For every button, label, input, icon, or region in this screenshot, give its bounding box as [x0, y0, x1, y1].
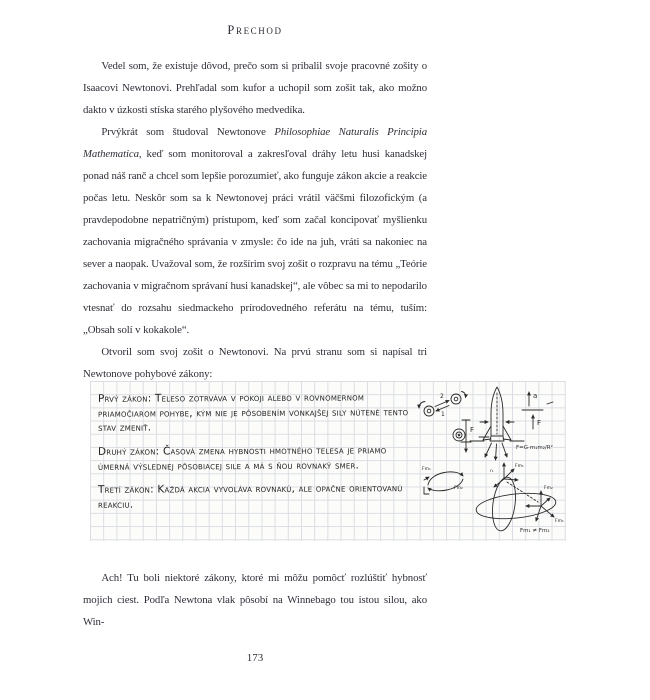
two-masses-sketch	[419, 392, 466, 419]
body-text-bottom	[83, 567, 427, 633]
law-second: Druhý zákon: Časová zmena hybnosti hmotného telesa je priamo úmerná výslednej pôsobiacej sile a má s ňou rovnaký smer.	[97, 443, 387, 472]
star2-force-2-label: Fm₂	[544, 486, 553, 491]
thrust-force-label: F	[537, 419, 542, 427]
mass-arrow-label-2: 2	[440, 393, 444, 400]
radius-label: r₁	[490, 469, 494, 474]
paragraph-2-text-b: , keď som monitoroval a zakresľoval dráhy letu husi kanadskej ponad náš ranč a chcel som lepšie porozumieť, ako funguje zákon akcie a reakcie počas letu. Neskôr som sa k Newtonovej práci vrátil väčšmi filozofickým (a pravdepodobne nepatričným) prístupom, keď som začal koncipovať myšlienku zachovania migračného správania v zmysle: čo ide na juh, vráti sa nakoniec na sever a naopak. Uvažoval som, že rozšírim svoj zošit o rozpravu na tému „Teórie zachovania v migračnom správaní husi kanadskej“, ale vôbec sa mi to nepodarilo vtesnať do rozsahu siedmackeho prírodovedného referátu na tému, tuším: „Obsah solí v kokakole“.	[83, 148, 427, 336]
paragraph-2-text-a: Prvýkrát som študoval Newtonove	[101, 126, 275, 138]
star2-force-1-label: Fm₁	[555, 519, 564, 524]
notebook-grid-page	[90, 381, 566, 541]
paragraph-1-text: Vedel som, že existuje dôvod, prečo som si pribalil svoje pracovné zošity o Isaacovi Newtonovi. Prehľadal som kufor a uchopil som zošit tak, ako možno dakto v úzkosti stíska starého plyšového medvedíka.	[83, 60, 427, 116]
star1-force-label: Fm₁	[515, 464, 524, 469]
acceleration-force-arrows	[522, 392, 553, 429]
newton-laws	[98, 391, 410, 520]
paragraph-4-text: Ach! Tu boli niektoré zákony, ktoré mi môžu pomôcť rozlúštiť hybnosť mojich ciest. Podľa Newtona vlak pôsobí na Winnebago tou istou silou, ako Win-	[83, 572, 427, 628]
orbital-forces-sketch	[475, 463, 564, 534]
law-first: Prvý zákon: Teleso zotrváva v pokoji alebo v rovnomernom priamočiarom pohybe, kým nie je pôsobením vonkajšej sily nútené tento stav zmeniť.	[97, 391, 409, 434]
wheel-force-sketch	[453, 420, 489, 452]
mass-arrow-label-1: 1	[441, 411, 445, 418]
book-title-italic: Philosophiae Naturalis Principia Mathematica	[83, 126, 428, 160]
paragraph-3	[83, 341, 427, 385]
orbit-ellipse-sketch	[422, 466, 463, 494]
paragraph-2	[83, 121, 427, 341]
law-third: Tretí zákon: Každá akcia vyvoláva rovnakú, ale opačne orientovanú reakciu.	[97, 481, 403, 510]
force-inequality-label: Fm₁ ≠ Fm₂	[520, 528, 550, 534]
page-number: 173	[246, 652, 264, 664]
orbit-force-2-label: Fm₂	[454, 486, 463, 491]
wheel-force-label: F	[470, 426, 475, 434]
acceleration-label: a	[533, 392, 538, 400]
physics-sketches	[416, 384, 566, 536]
orbit-force-1-label: Fm₁	[422, 467, 431, 472]
body-text-top	[83, 55, 427, 385]
gravity-formula: F=G·m₁m₂/R²	[516, 445, 553, 451]
paragraph-4	[83, 567, 427, 633]
chapter-header: Prechod	[227, 23, 283, 37]
paragraph-3-text: Otvoril som svoj zošit o Newtonovi. Na prvú stranu som si napísal tri Newtonove pohybové zákony:	[83, 346, 427, 380]
paragraph-1	[83, 55, 427, 121]
